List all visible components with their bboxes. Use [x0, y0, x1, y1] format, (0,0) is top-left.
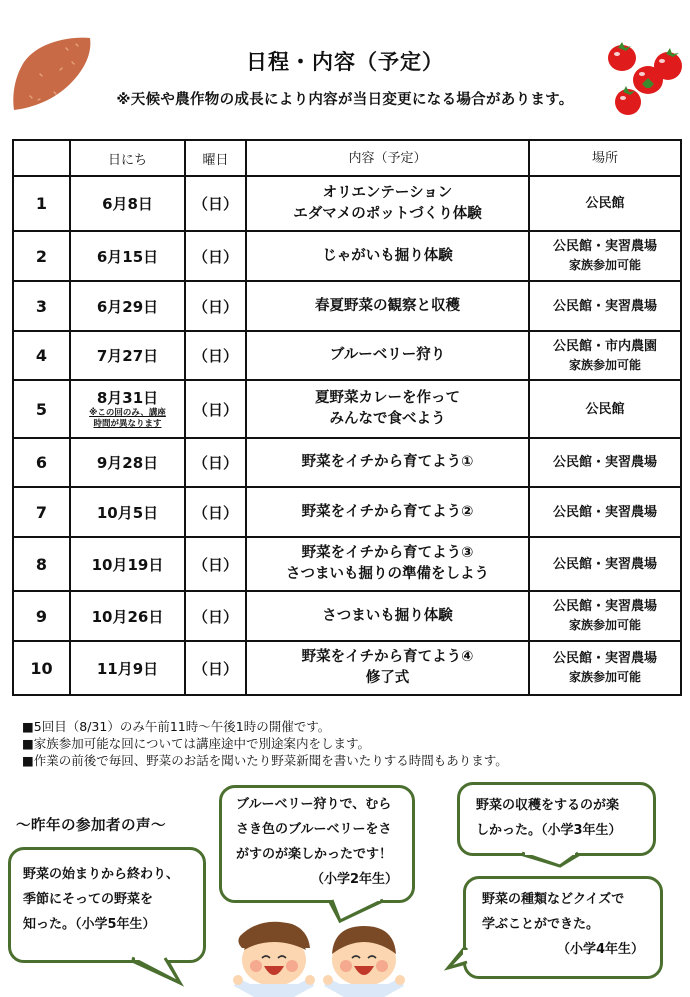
table-row — [13, 380, 681, 438]
session-content — [246, 438, 529, 487]
table-row — [13, 231, 681, 281]
time-differs-note — [71, 408, 184, 430]
session-place — [529, 641, 681, 695]
session-date: 10月26日 — [70, 591, 185, 641]
content-line: じゃがいも掘り体験 — [322, 247, 453, 264]
session-day: （日） — [185, 281, 246, 331]
header-place: 場所 — [529, 140, 681, 176]
session-number: 3 — [13, 281, 70, 331]
bubble-grade-label: （小学4年生） — [556, 942, 644, 957]
session-date: 6月8日 — [70, 176, 185, 231]
session-content — [246, 176, 529, 231]
session-place — [529, 591, 681, 641]
session-content — [246, 537, 529, 591]
session-day: （日） — [185, 537, 246, 591]
session-date: 10月5日 — [70, 487, 185, 537]
session-day: （日） — [185, 487, 246, 537]
session-day: （日） — [185, 641, 246, 695]
session-date: 6月29日 — [70, 281, 185, 331]
session-number: 8 — [13, 537, 70, 591]
bubble-text-line: しかった。（小学3年生） — [476, 823, 622, 838]
session-date: 11月9日 — [70, 641, 185, 695]
bubble-text-line: 野菜の種類などクイズで — [482, 892, 625, 907]
session-date: 6月15日 — [70, 231, 185, 281]
happy-children-icon — [230, 918, 410, 997]
content-line: 春夏野菜の観察と収穫 — [315, 297, 460, 314]
session-number: 2 — [13, 231, 70, 281]
session-number: 4 — [13, 331, 70, 380]
content-line: 野菜をイチから育てよう③ — [301, 545, 474, 561]
content-line: 野菜をイチから育てよう② — [301, 503, 474, 520]
header-number — [13, 140, 70, 176]
schedule-table — [12, 139, 682, 696]
table-row — [13, 438, 681, 487]
place-name: 公民館・市内農園 — [552, 338, 657, 354]
session-date — [70, 380, 185, 438]
table-row — [13, 487, 681, 537]
page-subtitle-notice: ※天候や農作物の成長により内容が当日変更になる場合があります。 — [116, 92, 574, 108]
content-line: 修了式 — [365, 670, 410, 686]
session-day: （日） — [185, 331, 246, 380]
table-row — [13, 176, 681, 231]
table-row — [13, 591, 681, 641]
note-item: ■5回目（8/31）のみ午前11時～午後1時の開催です。 — [22, 719, 331, 734]
session-content — [246, 591, 529, 641]
session-date: 10月19日 — [70, 537, 185, 591]
bubble-text-line: 知った。（小学5年生） — [23, 917, 156, 932]
content-line: 野菜をイチから育てよう④ — [301, 649, 474, 665]
content-line: オリエンテーション — [322, 184, 453, 201]
session-content — [246, 281, 529, 331]
session-number: 5 — [13, 380, 70, 438]
session-day: （日） — [185, 438, 246, 487]
bubble-grade-label: （小学2年生） — [310, 872, 398, 887]
session-content — [246, 331, 529, 380]
session-content — [246, 231, 529, 281]
session-place: 公民館 — [529, 176, 681, 231]
session-place — [529, 331, 681, 380]
session-place: 公民館・実習農場 — [529, 438, 681, 487]
session-content — [246, 641, 529, 695]
header-content: 内容（予定） — [246, 140, 529, 176]
session-date: 7月27日 — [70, 331, 185, 380]
session-number: 1 — [13, 176, 70, 231]
place-name: 公民館・実習農場 — [552, 651, 657, 666]
speech-bubble-grade2 — [219, 785, 415, 903]
session-place: 公民館・実習農場 — [529, 487, 681, 537]
note-item: ■家族参加可能な回については講座途中で別途案内をします。 — [22, 736, 371, 751]
content-line: エダマメのポットづくり体験 — [293, 205, 482, 222]
session-place: 公民館・実習農場 — [529, 281, 681, 331]
table-header-row — [13, 140, 681, 176]
bubble-text-line: さき色のブルーベリーをさ — [236, 822, 392, 837]
bubble-text-line: 野菜の始まりから終わり、 — [23, 867, 180, 882]
notes-list — [22, 718, 508, 769]
table-row — [13, 331, 681, 380]
speech-bubble-grade3 — [457, 782, 656, 856]
family-participation-note: 家族参加可能 — [568, 258, 641, 272]
note-line: 時間が異なります — [93, 418, 162, 429]
bubble-text-line: ブルーベリー狩りで、むら — [236, 797, 392, 812]
session-number: 7 — [13, 487, 70, 537]
table-row — [13, 537, 681, 591]
family-participation-note: 家族参加可能 — [568, 618, 641, 632]
note-item: ■作業の前後で毎回、野菜のお話を聞いたり野菜新聞を書いたりする時間もあります。 — [22, 753, 508, 768]
header-day-of-week: 曜日 — [185, 140, 246, 176]
session-number: 6 — [13, 438, 70, 487]
header-date: 日にち — [70, 140, 185, 176]
content-line: 夏野菜カレーを作って — [315, 390, 460, 406]
content-line: ブルーベリー狩り — [329, 347, 446, 363]
session-day: （日） — [185, 176, 246, 231]
place-name: 公民館・実習農場 — [552, 599, 657, 614]
bubble-text-line: 学ぶことができた。 — [482, 917, 600, 932]
content-line: さつまいも掘り体験 — [322, 607, 453, 624]
note-line: ※この回のみ、講座 — [89, 407, 166, 418]
table-row — [13, 641, 681, 695]
date-text: 8月31日 — [96, 388, 159, 407]
session-day: （日） — [185, 591, 246, 641]
session-date: 9月28日 — [70, 438, 185, 487]
session-place: 公民館 — [529, 380, 681, 438]
voices-heading: ～昨年の参加者の声～ — [16, 818, 166, 834]
bubble-text-line: 季節にそっての野菜を — [23, 892, 154, 907]
place-name: 公民館・実習農場 — [552, 239, 657, 254]
speech-bubble-grade4 — [463, 876, 663, 979]
bubble-text-line: 野菜の収穫をするのが楽 — [476, 798, 620, 813]
content-line: さつまいも掘りの準備をしよう — [286, 566, 489, 582]
speech-bubble-grade5 — [8, 847, 206, 963]
session-number: 10 — [13, 641, 70, 695]
bubble-text-line: がすのが楽しかったです！ — [236, 847, 393, 862]
session-number: 9 — [13, 591, 70, 641]
session-day: （日） — [185, 380, 246, 438]
family-participation-note: 家族参加可能 — [568, 357, 641, 372]
table-row — [13, 281, 681, 331]
session-place: 公民館・実習農場 — [529, 537, 681, 591]
session-content — [246, 487, 529, 537]
session-day: （日） — [185, 231, 246, 281]
content-line: みんなで食べよう — [329, 411, 446, 427]
session-content — [246, 380, 529, 438]
family-participation-note: 家族参加可能 — [568, 670, 641, 684]
session-place — [529, 231, 681, 281]
page-title: 日程・内容（予定） — [246, 50, 444, 74]
content-line: 野菜をイチから育てよう① — [301, 454, 474, 470]
